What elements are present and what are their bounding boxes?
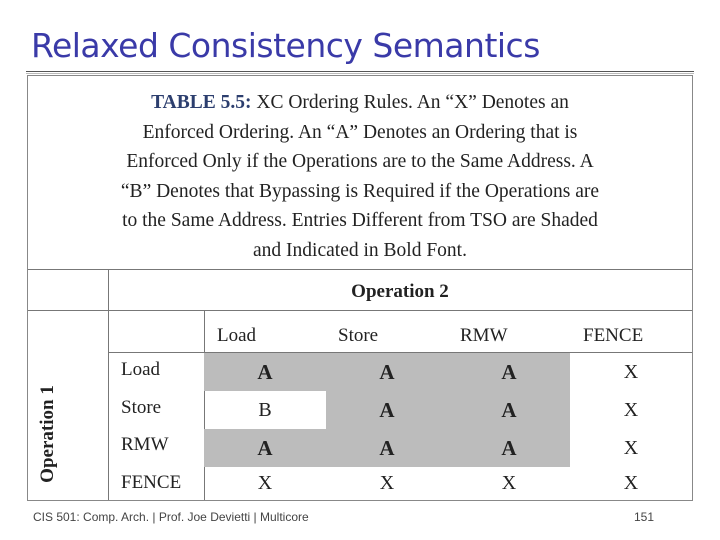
table-cell: X	[379, 472, 395, 494]
title-rule-shadow	[26, 73, 694, 74]
table-cell: A	[448, 353, 570, 391]
column-header-fence: FENCE	[583, 325, 644, 346]
table-cell: A	[448, 429, 570, 467]
slide-footer: CIS 501: Comp. Arch. | Prof. Joe Devietti | Multicore	[33, 510, 309, 524]
table-cell: B	[258, 398, 272, 421]
table-cell: A	[204, 429, 326, 467]
row-header-load: Load	[121, 359, 161, 380]
caption-line: Enforced Ordering. An “A” Denotes an Ordering that is	[142, 121, 578, 143]
caption-line: “B” Denotes that Bypassing is Required if the Operations are	[120, 180, 600, 202]
grid-line	[108, 269, 109, 500]
column-header-rmw: RMW	[460, 325, 508, 346]
column-header-load: Load	[217, 325, 257, 346]
caption-label: TABLE 5.5:	[151, 92, 252, 113]
table-cell: A	[448, 391, 570, 429]
table-cell: X	[623, 436, 639, 459]
table-figure	[27, 75, 693, 501]
row-header-fence: FENCE	[121, 472, 182, 493]
operation-2-label: Operation 2	[351, 281, 449, 302]
table-cell: A	[326, 353, 448, 391]
table-cell: X	[623, 398, 639, 421]
row-header-rmw: RMW	[121, 434, 169, 455]
caption-line: and Indicated in Bold Font.	[253, 239, 467, 261]
title-rule	[26, 71, 694, 72]
page-number: 151	[634, 510, 655, 524]
table-cell: A	[326, 429, 448, 467]
table-cell: X	[623, 472, 639, 494]
column-header-store: Store	[338, 325, 379, 346]
row-header-store: Store	[121, 397, 162, 418]
operation-1-label	[32, 386, 64, 481]
caption-line: to the Same Address. Entries Different from TSO are Shaded	[122, 210, 598, 231]
caption-text: XC Ordering Rules. An “X” Denotes an	[256, 92, 569, 113]
table-caption	[28, 88, 692, 265]
table-cell: A	[204, 353, 326, 391]
grid-line	[28, 310, 692, 311]
caption-line	[28, 88, 692, 118]
table-cell: X	[623, 360, 639, 383]
caption-line: Enforced Only if the Operations are to the Same Address. A	[126, 151, 594, 172]
table-cell: X	[257, 472, 273, 494]
operation-1-text: Operation 1	[37, 384, 59, 483]
slide-title: Relaxed Consistency Semantics	[31, 26, 540, 65]
table-cell: X	[501, 472, 517, 494]
grid-line	[28, 269, 692, 270]
table-cell: A	[326, 391, 448, 429]
